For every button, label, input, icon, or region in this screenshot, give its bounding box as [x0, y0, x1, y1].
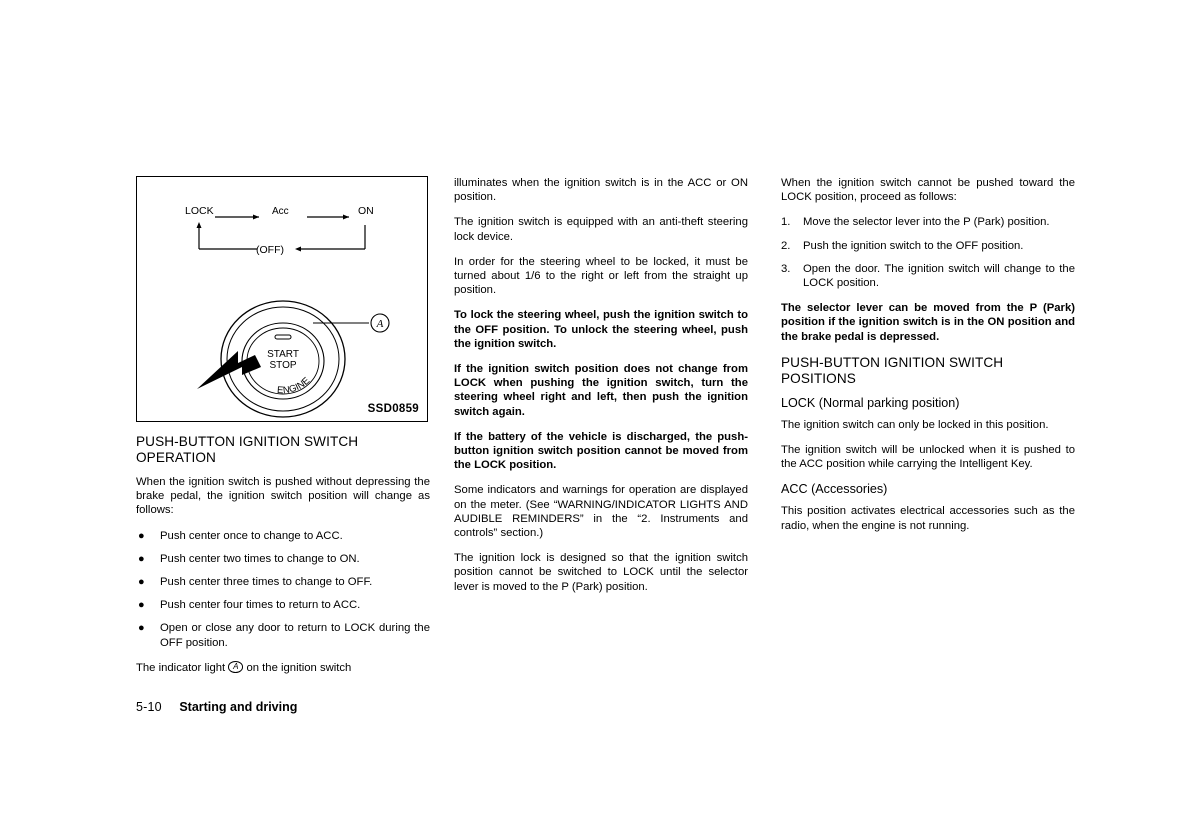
- figure-label-stop: STOP: [269, 360, 297, 371]
- paragraph-battery-discharged-bold: If the battery of the vehicle is discharged, the push-button ignition switch position cannot be moved from the LOCK position.: [454, 430, 748, 472]
- paragraph-antitheft: The ignition switch is equipped with an anti-theft steering lock device.: [454, 216, 748, 243]
- chapter-title: Starting and driving: [179, 700, 298, 714]
- list-item-text: Push center two times to change to ON.: [160, 552, 360, 565]
- subheading-acc: ACC (Accessories): [781, 482, 888, 497]
- list-item-text: Open or close any door to return to LOCK during the OFF position.: [160, 622, 430, 649]
- list-item: [781, 239, 1075, 253]
- step-text: Move the selector lever into the P (Park) position.: [803, 216, 1050, 229]
- list-item: [136, 598, 430, 612]
- indicator-light-note: [136, 661, 430, 675]
- bullet-dot-icon: ●: [138, 552, 145, 565]
- indicator-note-before: The indicator light: [136, 661, 226, 674]
- operation-bullet-list: [136, 529, 430, 650]
- operation-intro: When the ignition switch is pushed without depressing the brake pedal, the ignition switch position will change as follows:: [136, 476, 430, 517]
- paragraph-cannot-push-lock: When the ignition switch cannot be pushed toward the LOCK position, proceed as follows:: [781, 177, 1075, 204]
- list-item: [781, 215, 1075, 229]
- bullet-dot-icon: ●: [138, 599, 145, 612]
- list-item-text: Push center once to change to ACC.: [160, 529, 343, 542]
- paragraph-no-change-bold: If the ignition switch position does not change from LOCK when pushing the ignition switch, turn the steering wheel right and left, then push the ignition switch again.: [454, 363, 748, 418]
- figure-drawing: [137, 177, 427, 421]
- list-item: [136, 552, 430, 566]
- list-item-text: Push center four times to return to ACC.: [160, 599, 361, 612]
- step-text: Push the ignition switch to the OFF position.: [803, 239, 1024, 252]
- paragraph-acc-description: This position activates electrical accessories such as the radio, when the engine is not running.: [781, 505, 1075, 532]
- figure-code: SSD0859: [367, 403, 419, 415]
- list-item: [136, 575, 430, 589]
- figure-label-off: (OFF): [256, 244, 284, 256]
- column-left-body: [136, 434, 430, 675]
- paragraph-selector-lever-bold: The selector lever can be moved from the P (Park) position if the ignition switch is in the ON position and the brake pedal is depressed.: [781, 302, 1075, 343]
- column-middle: [454, 176, 748, 594]
- page-footer: [136, 700, 297, 714]
- bullet-dot-icon: ●: [138, 622, 145, 635]
- figure-press-arrow: [197, 351, 261, 389]
- indicator-note-after: on the ignition switch: [246, 661, 352, 674]
- step-number: 3.: [781, 262, 791, 275]
- page-columns: [136, 176, 1075, 716]
- paragraph-steering-lock-turn: In order for the steering wheel to be locked, it must be turned about 1/6 to the right or left from the straight up position.: [454, 255, 748, 297]
- column-right: [781, 176, 1075, 533]
- list-item: [136, 529, 430, 543]
- page-number: 5-10: [136, 700, 162, 714]
- figure-label-acc: Acc: [272, 206, 289, 217]
- list-item: [781, 262, 1075, 290]
- list-item-text: Push center three times to change to OFF.: [160, 576, 373, 589]
- paragraph-indicators-warnings: Some indicators and warnings for operation are displayed on the meter. (See “WARNING/INDICATOR LIGHTS AND AUDIBLE REMINDERS” in the “2. Instruments and controls” section.): [454, 484, 748, 540]
- figure-label-engine: ENGINE: [276, 375, 313, 397]
- section-heading-operation: PUSH-BUTTON IGNITION SWITCH OPERATION: [136, 434, 359, 465]
- paragraph-lock-unlocked: The ignition switch will be unlocked when it is pushed to the ACC position while carrying the Intelligent Key.: [781, 444, 1075, 471]
- bullet-dot-icon: ●: [138, 529, 145, 542]
- paragraph-ignition-lock-design: The ignition lock is designed so that the ignition switch position cannot be switched to LOCK until the selector lever is moved to the P (Park) position.: [454, 552, 748, 593]
- ignition-switch-figure: [136, 176, 428, 422]
- section-heading-positions: PUSH-BUTTON IGNITION SWITCH POSITIONS: [781, 354, 1004, 386]
- figure-label-on: ON: [358, 205, 374, 217]
- step-text: Open the door. The ignition switch will change to the LOCK position.: [803, 262, 1075, 290]
- paragraph-lock-steering-bold: To lock the steering wheel, push the ignition switch to the OFF position. To unlock the steering wheel, push the ignition switch.: [454, 309, 748, 350]
- figure-label-lock: LOCK: [185, 205, 214, 217]
- paragraph-illuminates: illuminates when the ignition switch is in the ACC or ON position.: [454, 177, 748, 204]
- bullet-dot-icon: ●: [138, 576, 145, 589]
- figure-callout-label: A: [376, 318, 384, 330]
- subheading-lock: LOCK (Normal parking position): [781, 395, 960, 410]
- paragraph-lock-only: The ignition switch can only be locked in this position.: [781, 418, 1049, 431]
- callout-marker-a: A: [228, 661, 243, 673]
- step-number: 2.: [781, 239, 791, 252]
- step-number: 1.: [781, 216, 791, 229]
- list-item: [136, 621, 430, 649]
- figure-label-start: START: [267, 349, 299, 360]
- procedure-steps: [781, 215, 1075, 290]
